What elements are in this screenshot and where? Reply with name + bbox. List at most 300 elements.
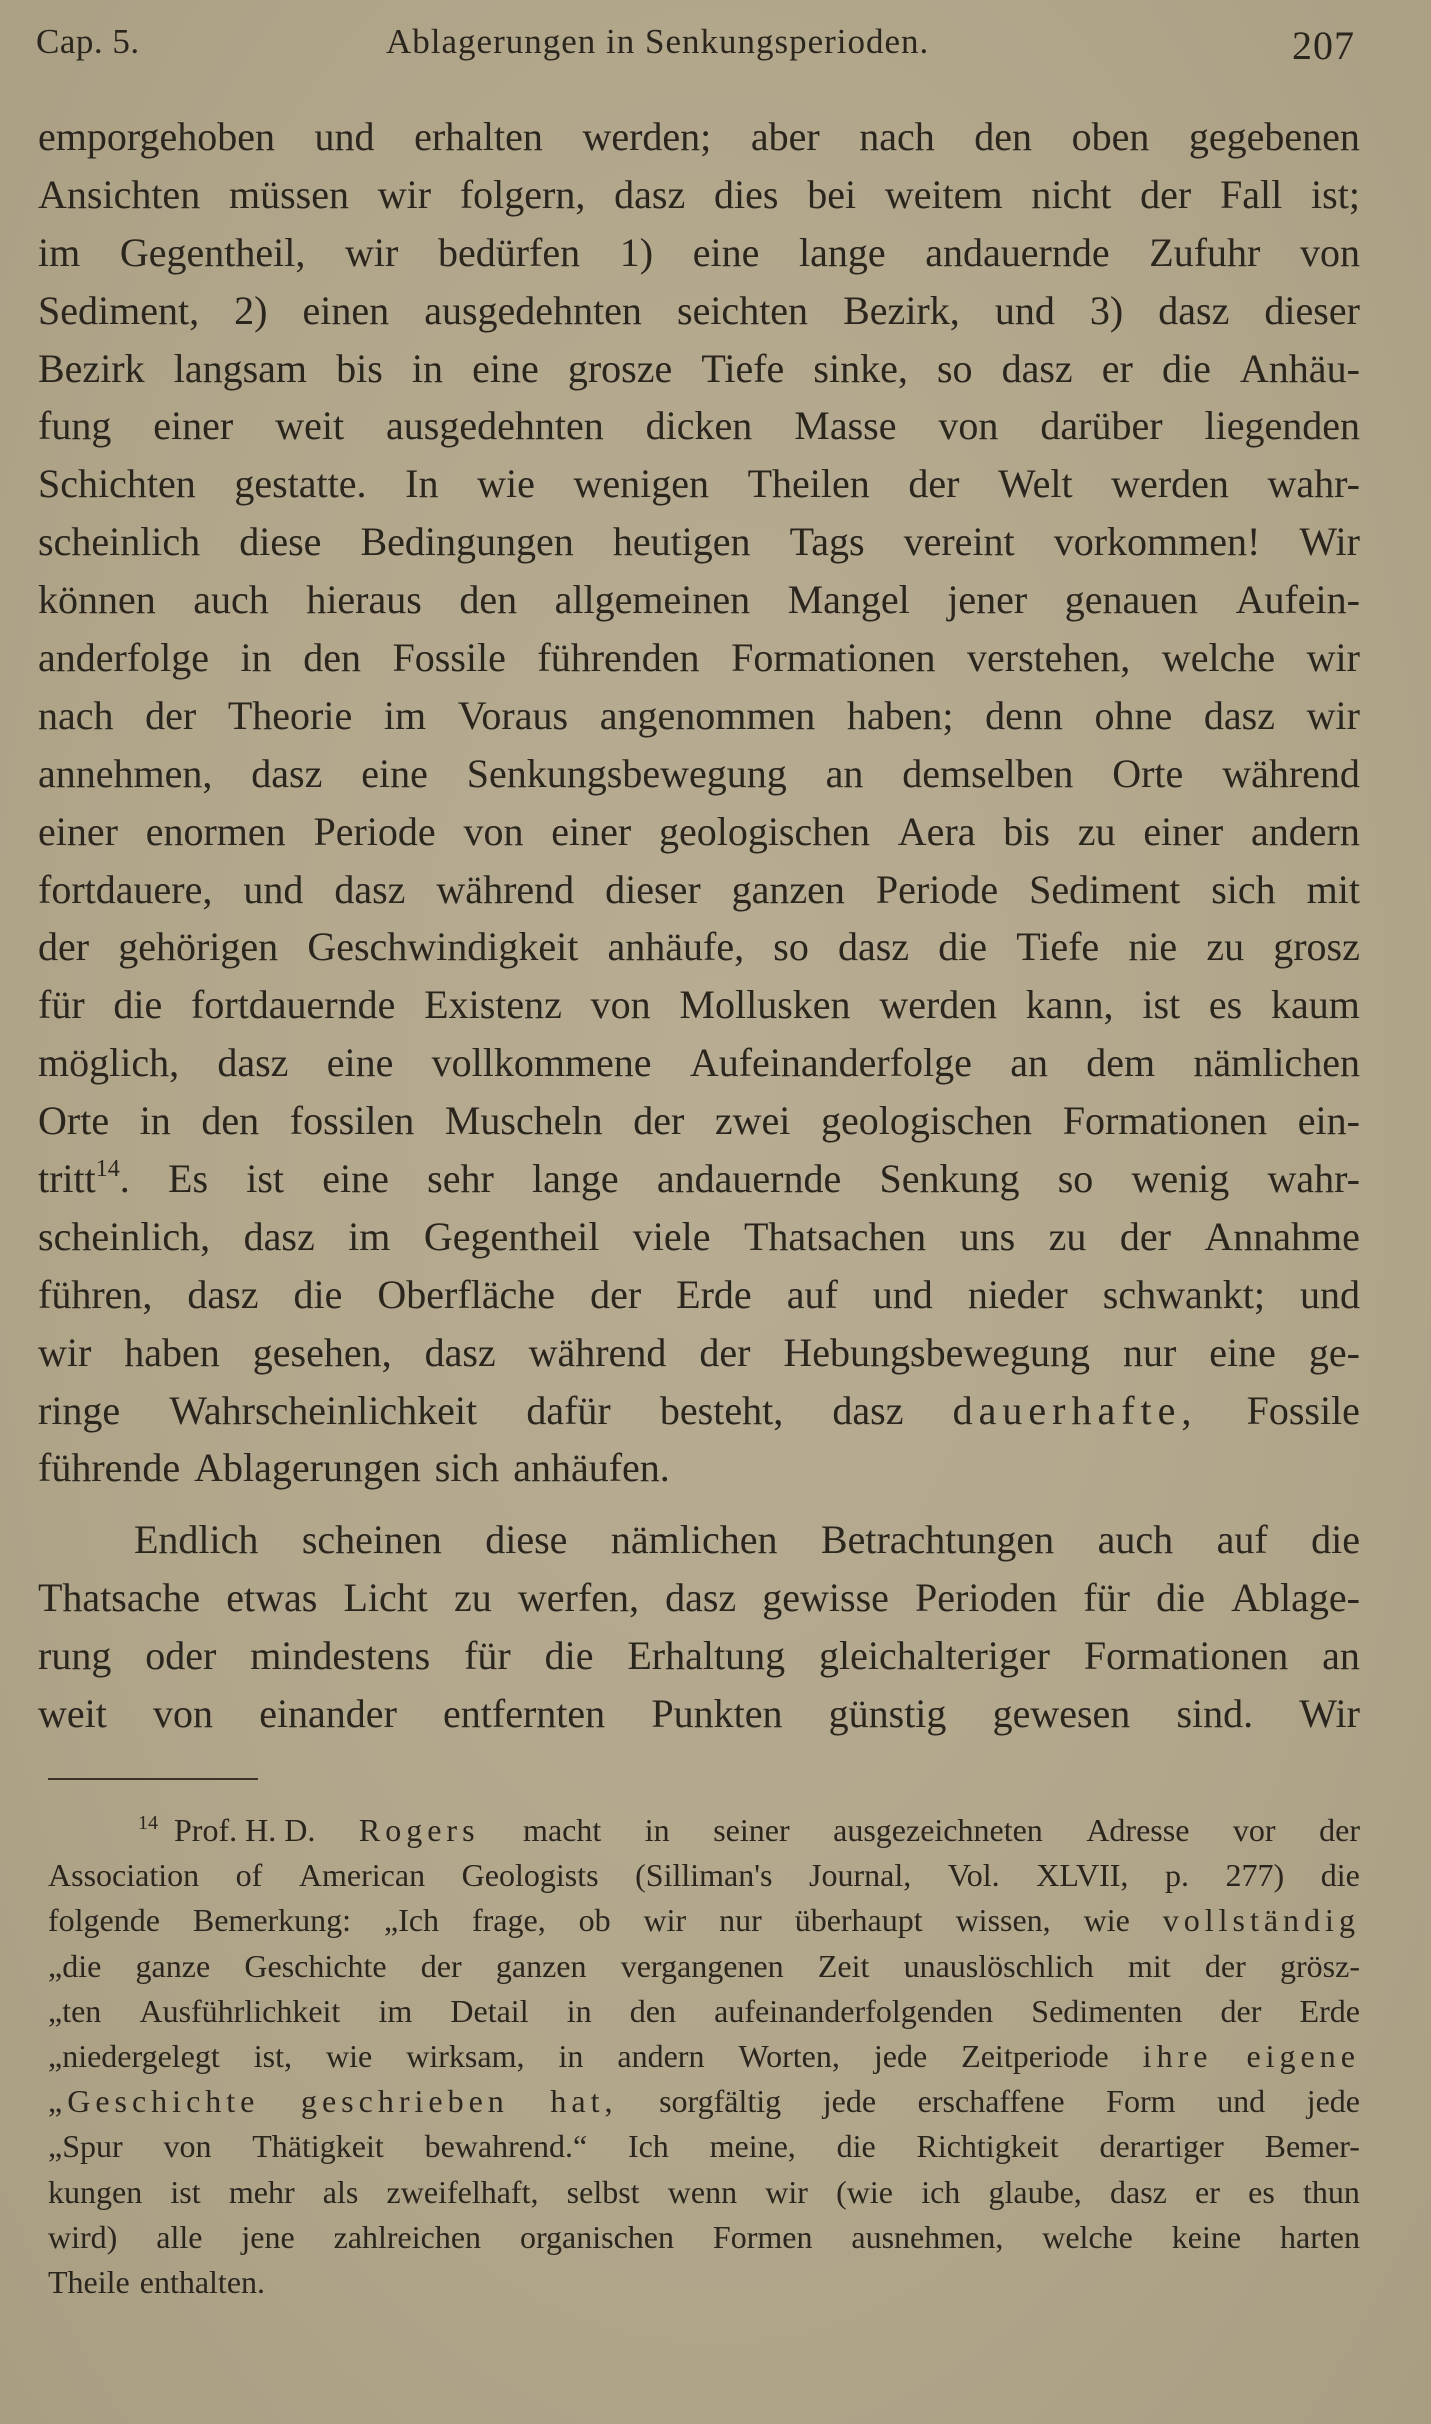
word: die <box>293 1271 343 1317</box>
word: hat, <box>550 2083 618 2120</box>
word: etwas <box>226 1575 318 1621</box>
word: zu <box>1077 808 1116 854</box>
word: nach <box>859 114 935 159</box>
word: Formen <box>712 2218 813 2255</box>
word: sind. <box>1176 1691 1254 1737</box>
word: die <box>1320 1857 1360 1894</box>
word: ohne <box>1094 692 1173 738</box>
word: dasz <box>334 866 406 912</box>
word: Thatsache <box>38 1575 201 1621</box>
word: wie <box>1083 1902 1130 1939</box>
word: zu <box>454 1575 492 1621</box>
word: Sediment <box>1029 866 1181 912</box>
word: er <box>1101 345 1133 391</box>
word: den <box>629 1992 676 2029</box>
word: ganzen <box>495 1947 587 1984</box>
word: p. <box>1164 1857 1189 1894</box>
word: dasz <box>217 1040 289 1086</box>
word: seiner <box>713 1812 790 1848</box>
word: viele <box>632 1213 711 1259</box>
word: Sedimenten <box>1031 1992 1183 2029</box>
word: gegebenen <box>1188 114 1360 159</box>
word: fossilen <box>289 1098 415 1144</box>
emphasized-name: Rogers <box>358 1812 480 1848</box>
word: führen, <box>38 1271 153 1317</box>
word: Ausführlichkeit <box>139 1992 341 2029</box>
word: Erhaltung <box>627 1633 786 1679</box>
word: Erde <box>1299 1992 1360 2029</box>
word: scheinlich <box>38 519 201 565</box>
word: harten <box>1279 2218 1360 2255</box>
word: die <box>938 924 988 970</box>
word: Fossile <box>1246 1387 1360 1433</box>
word: folgern, <box>459 171 586 217</box>
word: nur <box>719 1902 762 1939</box>
text-line <box>38 1685 1360 1743</box>
word: einer <box>1143 808 1224 854</box>
word: werden <box>879 982 998 1028</box>
word: wahr- <box>1267 461 1360 507</box>
page-header <box>36 22 1355 72</box>
word: günstig <box>828 1691 947 1737</box>
word: und <box>1217 2083 1266 2120</box>
word: werden <box>1111 461 1229 507</box>
footnote-number: 14 <box>138 1812 158 1834</box>
word: gehörigen <box>118 924 279 970</box>
word: „Geschichte <box>48 2083 260 2120</box>
word: uns <box>959 1213 1016 1259</box>
word: mit <box>1306 866 1360 912</box>
word: der <box>633 1098 685 1144</box>
text-line <box>38 976 1360 1034</box>
word: wenigen <box>573 461 709 507</box>
word: auf <box>786 1271 838 1317</box>
word: für <box>38 982 85 1028</box>
word: bewahrend.“ <box>424 2128 588 2165</box>
text-line <box>38 340 1360 398</box>
word: andern <box>617 2037 705 2074</box>
word: Gegentheil <box>423 1213 600 1259</box>
text-line <box>38 918 1360 976</box>
chapter-label: Cap. 5. <box>36 22 140 61</box>
word: eine <box>692 229 760 275</box>
word: Formationen <box>1083 1633 1289 1679</box>
word: führende <box>38 1445 181 1491</box>
word: American <box>298 1857 426 1894</box>
word: auch <box>193 577 269 623</box>
text-line <box>38 282 1360 340</box>
word: Formationen <box>731 635 936 681</box>
word: wahr- <box>1267 1156 1360 1202</box>
word: „die <box>48 1947 102 1984</box>
word: Bemerkung: <box>192 1902 352 1939</box>
word: der <box>908 461 960 507</box>
word: Sediment, <box>38 287 200 333</box>
word: einer <box>153 403 234 449</box>
text-line <box>38 1092 1360 1150</box>
word: Ansichten <box>38 171 201 217</box>
word: dies <box>714 171 779 217</box>
word: während <box>436 866 575 912</box>
text-line <box>38 1150 1360 1208</box>
word: gewesen <box>992 1691 1131 1737</box>
word: organischen <box>519 2218 674 2255</box>
word: Es <box>168 1156 209 1202</box>
word: Bezirk, <box>843 287 960 333</box>
word: nach <box>38 692 114 738</box>
word: Formationen <box>1062 1098 1268 1144</box>
word: der <box>1119 1213 1171 1259</box>
word: eine <box>326 1040 394 1086</box>
word: ausgedehnten <box>424 287 642 333</box>
word: weit <box>275 403 345 449</box>
word: Bemer- <box>1264 2128 1360 2165</box>
word: von <box>163 2128 212 2165</box>
footnote-line <box>48 2215 1360 2260</box>
word: dasz <box>1109 2173 1167 2210</box>
word: zu <box>1206 924 1245 970</box>
word: rung <box>38 1633 112 1679</box>
word: von <box>463 808 524 854</box>
word: ge- <box>1308 1329 1360 1375</box>
word: Zeit <box>817 1947 870 1984</box>
text-line <box>38 1034 1360 1092</box>
word: zwei <box>714 1098 791 1144</box>
word: dasz <box>251 750 323 796</box>
word: nieder <box>967 1271 1068 1317</box>
word: ob <box>578 1902 611 1939</box>
footnote-line <box>48 2260 1360 2305</box>
word: geschrieben <box>300 2083 509 2120</box>
word: in <box>566 1992 592 2029</box>
word: eine <box>472 345 539 391</box>
word: mindestens <box>250 1633 431 1679</box>
word: ausnehmen, <box>851 2218 1004 2255</box>
word: von <box>153 1691 214 1737</box>
word: für <box>1083 1575 1130 1621</box>
footnote <box>48 1808 1360 2305</box>
word: emporgehoben <box>38 114 275 159</box>
word: Worten, <box>738 2037 840 2074</box>
word: fung <box>38 403 112 449</box>
text-line <box>38 571 1360 629</box>
word: von <box>1299 229 1360 275</box>
word: Thätigkeit <box>252 2128 384 2165</box>
text-line <box>38 166 1360 224</box>
word: überhaupt <box>794 1902 923 1939</box>
word: sorgfältig <box>659 2083 782 2120</box>
word: Voraus <box>457 692 569 738</box>
word: dasz <box>243 1213 315 1259</box>
word: alle <box>156 2218 203 2255</box>
word: oben <box>1071 114 1150 159</box>
word: welche <box>1042 2218 1133 2255</box>
word: ist, <box>253 2037 293 2074</box>
word: Richtigkeit <box>916 2128 1059 2165</box>
text-line <box>38 629 1360 687</box>
word: dem <box>1086 1040 1156 1086</box>
word: gleichalteriger <box>818 1633 1050 1679</box>
word: angenommen <box>599 692 816 738</box>
word: lange <box>532 1156 619 1202</box>
word: langsam <box>173 345 308 391</box>
word: im <box>38 229 81 275</box>
text-line <box>38 1208 1360 1266</box>
word: während <box>1222 750 1360 796</box>
word: Fossile <box>392 635 506 681</box>
word: in <box>139 1098 171 1144</box>
word: die <box>1156 1575 1205 1621</box>
word: Licht <box>343 1575 428 1621</box>
word: anderfolge <box>38 635 210 681</box>
word: glaube, <box>988 2173 1082 2210</box>
word: in <box>558 2037 584 2074</box>
word: ausgedehnten <box>386 403 604 449</box>
word: eine <box>361 750 428 796</box>
word: der <box>1140 171 1192 217</box>
word: scheinlich, <box>38 1213 211 1259</box>
word: Ich <box>627 2128 669 2165</box>
word: der <box>1204 1947 1246 1984</box>
word: fortdauernde <box>191 982 396 1028</box>
word: kungen <box>48 2173 143 2210</box>
word: Zeitperiode <box>961 2037 1109 2074</box>
word: die <box>544 1633 594 1679</box>
word: nämlichen <box>1193 1040 1360 1086</box>
word: frage, <box>471 1902 546 1939</box>
word: Mollusken <box>679 982 851 1028</box>
word: während <box>528 1329 667 1375</box>
word: Orte <box>38 1098 110 1144</box>
word: Tiefe <box>1016 924 1100 970</box>
word: wir <box>643 1902 687 1939</box>
word: wissen, <box>955 1902 1051 1939</box>
word: an <box>1322 1633 1360 1679</box>
footnote-line <box>48 2034 1360 2079</box>
word: Mangel <box>787 577 910 623</box>
word: Bedingungen <box>360 519 574 565</box>
word: nämlichen <box>610 1517 778 1563</box>
word: zahlreichen <box>333 2218 482 2255</box>
word: andauernde <box>925 229 1110 275</box>
word: Theorie <box>227 692 353 738</box>
word: ist <box>170 2173 201 2210</box>
text-line <box>38 108 1360 166</box>
word: grosze <box>567 345 673 391</box>
word: enthalten. <box>139 2263 266 2300</box>
word: mehr <box>228 2173 295 2210</box>
word: andauernde <box>656 1156 842 1202</box>
word: wir <box>1306 692 1360 738</box>
word: auch <box>1097 1517 1174 1563</box>
word: Betrachtungen <box>820 1517 1055 1563</box>
paragraph-gap <box>38 1497 1360 1511</box>
word: anhäufen. <box>513 1445 670 1491</box>
word: erhalten <box>414 114 543 159</box>
word: den <box>201 1098 260 1144</box>
word: bedürfen <box>437 229 581 275</box>
word: jener <box>947 577 1028 623</box>
word: so <box>936 345 973 391</box>
word: verstehen, <box>967 635 1131 681</box>
word: keine <box>1171 2218 1242 2255</box>
word: In <box>405 461 439 507</box>
text-line <box>38 513 1360 571</box>
word: dasz <box>424 1329 496 1375</box>
word: wie <box>477 461 535 507</box>
word: Orte <box>1112 750 1184 796</box>
word: weit <box>38 1691 107 1737</box>
word: besteht, <box>659 1387 784 1433</box>
word: der <box>38 924 90 970</box>
word: vollkommene <box>431 1040 652 1086</box>
word: Thatsachen <box>743 1213 927 1259</box>
word: an <box>825 750 864 796</box>
word: „ten <box>48 1992 102 2029</box>
text-line <box>38 687 1360 745</box>
word: sinke, <box>813 345 908 391</box>
word: Theilen <box>747 461 870 507</box>
word: Detail <box>450 1992 529 2029</box>
word: Zufuhr <box>1149 229 1261 275</box>
word: ist <box>1142 982 1181 1028</box>
word: bis <box>1003 808 1050 854</box>
word: Ablagerungen <box>194 1445 421 1491</box>
word: in <box>644 1812 670 1848</box>
word: und <box>243 866 304 912</box>
word: dieser <box>1264 287 1360 333</box>
word: als <box>322 2173 359 2210</box>
word: ganze <box>135 1947 211 1984</box>
running-title: Ablagerungen in Senkungsperioden. <box>386 22 930 61</box>
word: entfernten <box>443 1691 606 1737</box>
word: wir <box>38 1329 92 1375</box>
word: einer <box>551 808 632 854</box>
word: dasz <box>614 171 686 217</box>
word: im <box>383 692 427 738</box>
word: genauen <box>1064 577 1199 623</box>
word: wir <box>377 171 432 217</box>
word: von <box>938 403 999 449</box>
word: Fall <box>1220 171 1283 217</box>
word: Geschichte <box>244 1947 387 1984</box>
word: und <box>872 1271 933 1317</box>
text-line <box>38 1266 1360 1324</box>
word: diese <box>485 1517 568 1563</box>
word: welche <box>1161 635 1276 681</box>
word: dasz <box>1001 345 1073 391</box>
footnote-line <box>48 1808 1360 1853</box>
word: von <box>590 982 651 1028</box>
word: of <box>235 1857 263 1894</box>
word: wir <box>765 2173 808 2210</box>
word: oder <box>145 1633 217 1679</box>
word: der <box>699 1329 751 1375</box>
word: im <box>348 1213 391 1259</box>
word: sich <box>434 1445 500 1491</box>
text-line <box>38 1627 1360 1685</box>
text-line <box>38 455 1360 513</box>
word: bis <box>336 345 383 391</box>
word: bei <box>807 171 857 217</box>
word-with-footnote-mark: tritt$^{14}$. <box>38 1156 130 1202</box>
footnote-line <box>48 2124 1360 2169</box>
word: er <box>1195 2173 1220 2210</box>
word: wirksam, <box>406 2037 525 2074</box>
word: Erde <box>676 1271 752 1317</box>
footnote-line <box>48 1944 1360 1989</box>
word: Geologists <box>461 1857 599 1894</box>
word: einander <box>259 1691 397 1737</box>
word: vorkommen! <box>1053 519 1261 565</box>
word: dafür <box>526 1387 611 1433</box>
word: eine <box>1209 1329 1276 1375</box>
word: dasz <box>187 1271 259 1317</box>
word: nie <box>1128 924 1178 970</box>
word: dasz <box>832 1387 904 1433</box>
word: werden; <box>582 114 712 159</box>
word: grösz- <box>1280 1947 1360 1984</box>
word: nicht <box>1031 171 1112 217</box>
word: Wahrscheinlichkeit <box>169 1387 478 1433</box>
word: und <box>314 114 375 159</box>
footnote-line <box>48 2079 1360 2124</box>
word: gestatte. <box>234 461 367 507</box>
word: kann, <box>1025 982 1114 1028</box>
word: 2) <box>234 287 268 333</box>
word: dieser <box>605 866 701 912</box>
word: „Ich <box>383 1902 440 1939</box>
word: seichten <box>677 287 809 333</box>
word: der <box>420 1947 462 1984</box>
word: so <box>1057 1156 1094 1202</box>
text-line <box>38 1569 1360 1627</box>
word: „niedergelegt <box>48 2037 220 2074</box>
word: Tiefe <box>701 345 785 391</box>
word: aufeinanderfolgenden <box>714 1992 994 2029</box>
word: nur <box>1122 1329 1177 1375</box>
word: den <box>459 577 518 623</box>
word: so <box>773 924 809 970</box>
word: Association <box>48 1857 200 1894</box>
word: unauslöschlich <box>903 1947 1094 1984</box>
word: der <box>1220 1992 1262 2029</box>
word: folgende <box>48 1902 160 1939</box>
word: ringe <box>38 1387 121 1433</box>
word: Theile <box>48 2263 130 2300</box>
word: lange <box>799 229 886 275</box>
footnote-reference[interactable]: 14 <box>95 1156 120 1183</box>
word: Aufein- <box>1235 577 1360 623</box>
word: weitem <box>884 171 1003 217</box>
word: wenn <box>667 2173 738 2210</box>
word: dasz <box>1158 287 1230 333</box>
word: ausgezeichneten <box>833 1812 1043 1848</box>
word: müssen <box>228 171 349 217</box>
word: meine, <box>709 2128 796 2165</box>
footnote-line <box>48 2170 1360 2215</box>
word: geologischen <box>658 808 871 854</box>
text-line <box>38 1511 1360 1569</box>
word: Schichten <box>38 461 196 507</box>
word: schwankt; <box>1102 1271 1265 1317</box>
word: Senkungsbewegung <box>466 750 787 796</box>
emphasized-word: dauerhafte, <box>952 1387 1198 1433</box>
emphasized-word: vollständig <box>1162 1902 1360 1939</box>
page-number: 207 <box>1292 23 1355 68</box>
word: enormen <box>145 808 286 854</box>
word: wir <box>345 229 399 275</box>
